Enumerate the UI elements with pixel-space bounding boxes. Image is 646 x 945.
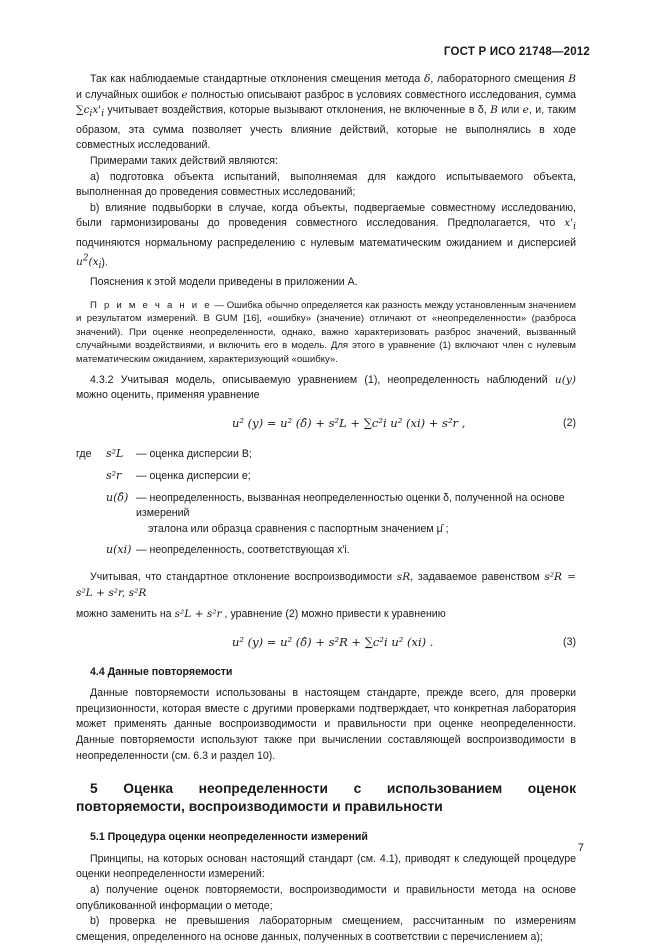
equation-2-number: (2) [563, 416, 576, 429]
note-block [76, 299, 576, 367]
equation-2 [76, 412, 576, 438]
examples-intro: Примерами таких действий являются: [90, 155, 278, 168]
paragraph-model-sum: Так как наблюдаемые стандартные отклонения смещения метода δ, лабораторного смещения B и случайных ошибок e полностью описывают разброс в условиях совместного исследования, сумма $\sum c_ix'_i$ учитывает воздействия, которые вызывают отклонения, не включенные в δ, B или e, и, таким образом, эта сумма позволяет учесть влияние действий, которые не выполнялись в ходе совместных исследований. [76, 73, 577, 152]
list-item-b: b) проверка не превышения лабораторным смещением, рассчитанным по измерениям смещения, определенного на основе данных, полученных в соответствии с перечислением a); [76, 915, 576, 943]
where-text: — оценка дисперсии B; [136, 447, 252, 460]
section-4-4-text: Данные повторяемости использованы в настоящем стандарте, прежде всего, для проверки прецизионности, которая вместе с другими проверками подтверждает, что конкретная лаборатория может применять данные воспроизводимости и правильности при оценке неопределенности. Данные повторяемости используют также при вычислении составляющей воспроизводимости в неопределенности (см. 6.3 и раздел 10). [76, 687, 576, 762]
sum-expression: $\sum c_ix'_i$ [76, 104, 105, 120]
where-continuation: эталона или образца сравнения с паспортным значением μ̂ ; [148, 522, 449, 535]
list-item-a: a) подготовка объекта испытаний, выполняемая для каждого испытываемого объекта, выполненная до проведения совместных исследований; [76, 170, 576, 199]
where-row [76, 490, 576, 522]
equation-3-number: (3) [563, 635, 576, 648]
where-text: — неопределенность, соответствующая x'i. [136, 543, 350, 556]
note-text: — Ошибка обычно определяется как разность между установленным значением и результатом измерений. В GUM [16], «ошибку» (значение) отличают от «неопределенности» (разброса значений). При оценке неопределенности, однако, важно характеризовать разброс значений, вызванный случайными воздействиями, и включить его в модель. Для этого в уравнение (1) включают член с нулевым математическим ожиданием, характеризующий «ошибку». [76, 299, 576, 365]
equation-3-body: u² (y) = u² (δ̂) + s²R + ∑c²i u² (xi) . [232, 634, 434, 649]
reproducibility-cont: можно заменить на s²L + s²r , уравнение (2) можно привести к уравнению [76, 608, 446, 621]
list-item-a: a) получение оценок повторяемости, воспроизводимости и правильности метода на основе опубликованной информации о методе; [76, 884, 576, 912]
where-text: — оценка дисперсии e; [136, 469, 251, 482]
note-label: П р и м е ч а н и е [90, 299, 212, 311]
where-row [76, 468, 576, 490]
where-row [76, 542, 576, 564]
where-symbol: u(xi) [106, 542, 132, 556]
page-content [76, 72, 576, 945]
where-intro: где [76, 447, 92, 460]
where-symbol: s²L [106, 446, 124, 460]
appendix-reference: Пояснения к этой модели приведены в приложении А. [90, 275, 358, 288]
equation-2-body: u² (y) = u² (δ̂) + s²L + ∑c²i u² (xi) + s²r , [232, 415, 466, 430]
page-number: 7 [577, 842, 584, 854]
section-5-title: 5 Оценка неопределенности с использованием оценок повторяемости, воспроизводимости и правильности [76, 781, 576, 815]
list-item-b: b) влияние подвыборки в случае, когда объекты, подвергаемые совместному исследованию, были гармонизированы до проведения совместного исследования. Предполагается, что $x'_i$ подчиняются нормальному распределению с нулевым математическим ожиданием и дисперсией $u^2(x_i)$. [76, 201, 576, 272]
standard-header: ГОСТ Р ИСО 21748—2012 [443, 46, 590, 58]
where-list [76, 446, 576, 564]
section-5-1-intro: Принципы, на которых основан настоящий стандарт (см. 4.1), приводят к следующей процедуре оценки неопределенности измерений: [76, 852, 576, 881]
section-5-1-title: 5.1 Процедура оценки неопределенности измерений [90, 831, 368, 844]
where-symbol: u(δ̂) [106, 490, 129, 504]
where-symbol: s²r [106, 468, 122, 482]
section-4-3-2: 4.3.2 Учитывая модель, описываемую уравнением (1), неопределенность наблюдений u(y) можно оценить, применяя уравнение [76, 373, 576, 402]
reproducibility-paragraph: Учитывая, что стандартное отклонение воспроизводимости sR, задаваемое равенством s²R = s²L + s²r, s²R [76, 570, 576, 599]
section-4-4-title: 4.4 Данные повторяемости [90, 665, 233, 678]
where-text: — неопределенность, вызванная неопределенностью оценки δ, полученной на основе измерений [136, 491, 565, 520]
equation-3 [76, 631, 576, 657]
where-row [76, 446, 576, 468]
